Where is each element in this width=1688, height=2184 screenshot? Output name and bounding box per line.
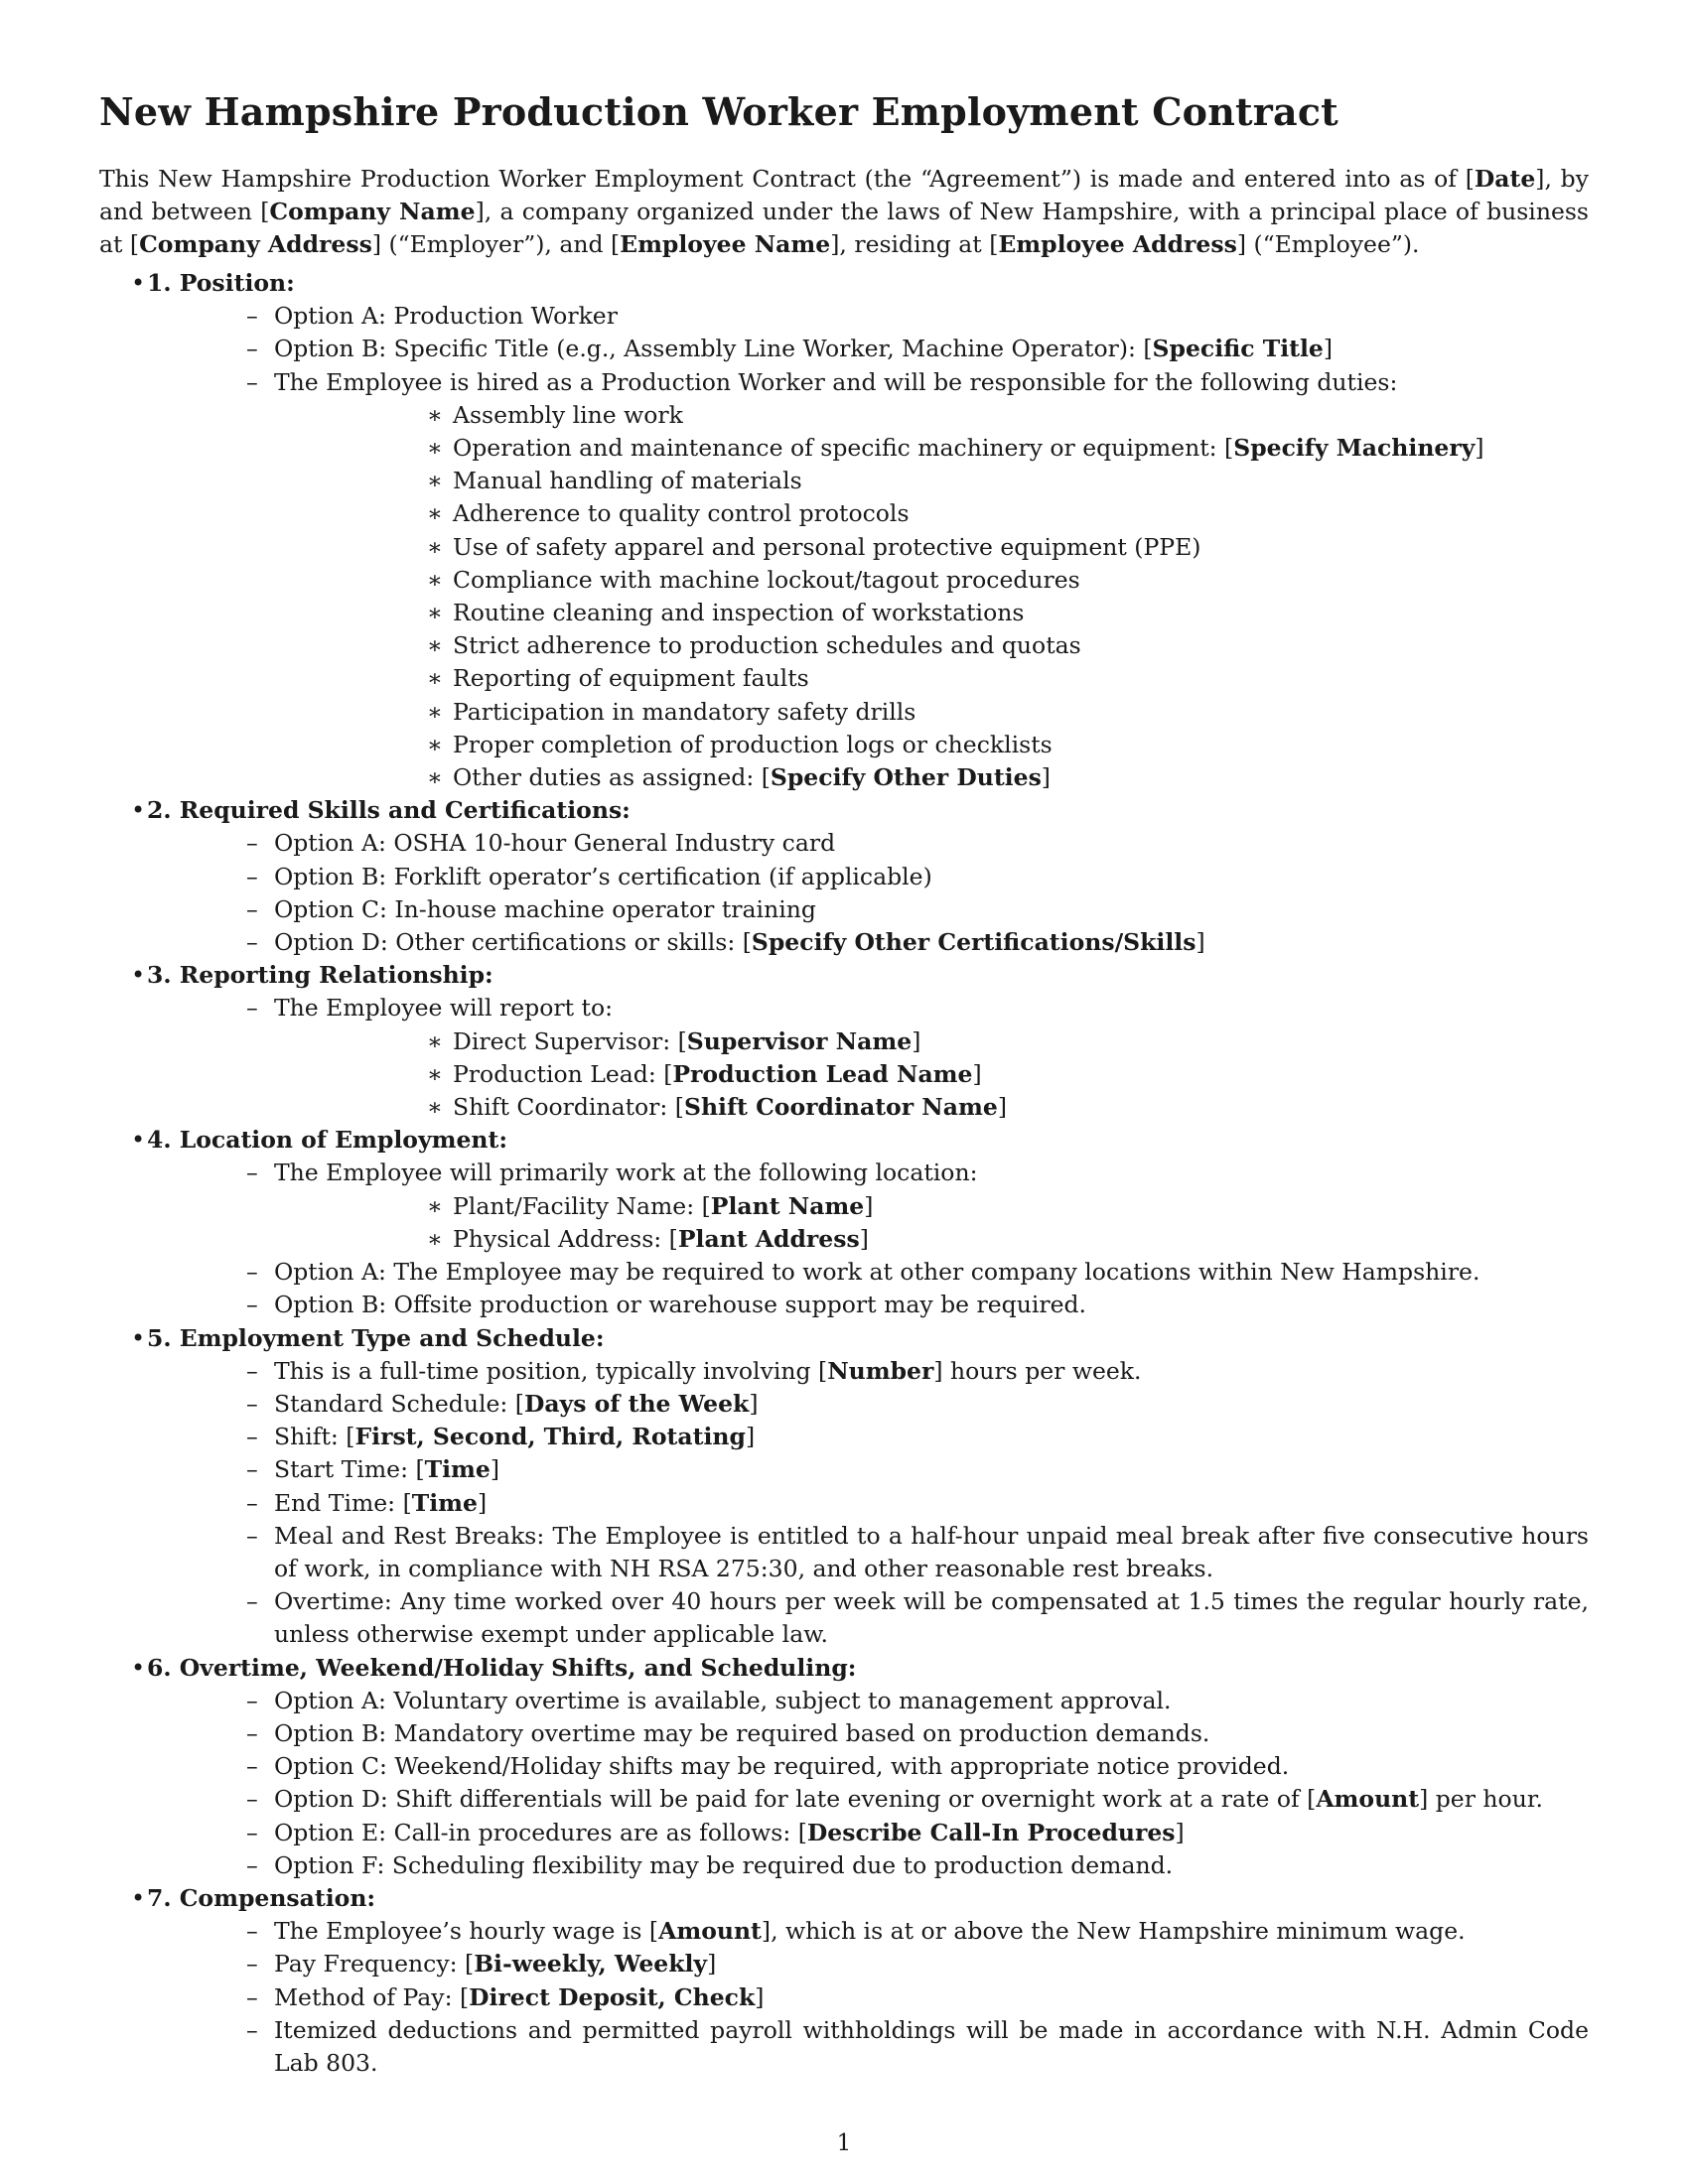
- section-overtime: [99, 1652, 1589, 1882]
- start-time-field: Time: [424, 1455, 491, 1484]
- employee-name-field: Employee Name: [620, 230, 831, 258]
- list-item: – Option D: Other certifications or skills: [Specify Other Certifications/Skills]: [147, 926, 1589, 959]
- call-in-procedures-field: Describe Call-In Procedures: [806, 1818, 1176, 1846]
- intro-paragraph: This New Hampshire Production Worker Employment Contract (the “Agreement”) is made and entered into as of [Date], by and between [Company Name], a company organized under the laws of New Hampshire, with a principal place of business at [Company Address] (“Employer”), and [Employee Name], residing at [Employee Address] (“Employee”).: [99, 165, 1589, 258]
- duties-list: [274, 399, 1589, 794]
- pay-frequency-field: Bi-weekly, Weekly: [474, 1950, 708, 1979]
- list-item: – The Employee’s hourly wage is [Amount], which is at or above the New Hampshire minimum wage.: [147, 1915, 1589, 1948]
- duty-item: ∗ Participation in mandatory safety drills: [274, 696, 1589, 729]
- section-heading: 5. Employment Type and Schedule:: [147, 1323, 605, 1352]
- section-heading: 7. Compensation:: [147, 1883, 376, 1912]
- list-item: – Pay Frequency: [Bi-weekly, Weekly]: [147, 1948, 1589, 1980]
- end-time-field: Time: [411, 1488, 478, 1517]
- list-item: – The Employee is hired as a Production Worker and will be responsible for the following duties: ∗ Assembly line work ∗ Operation and maintenance of specific machinery or equipment: [Specify Machinery] ∗ Manual handling of materials ∗ Adherence to quality control protocols ∗ Use of safety apparel and personal protective equipment (PPE) ∗ Compliance with machine lockout/tagout procedures ∗ Routine cleaning and inspection of workstations ∗ Strict adherence to production schedules and quotas ∗ Reporting of equipment faults ∗ Participation in mandatory safety drills ∗ Proper completion of production logs or checklists ∗ Other duties as assigned: [Specify Other Duties]: [147, 366, 1589, 795]
- list-item: – Option A: The Employee may be required to work at other company locations within New Hampshire.: [147, 1256, 1589, 1289]
- list-item: ∗ Shift Coordinator: [Shift Coordinator Name]: [274, 1091, 1589, 1124]
- section-heading: 1. Position:: [147, 269, 295, 297]
- days-of-week-field: Days of the Week: [523, 1389, 750, 1418]
- section-skills: [99, 794, 1589, 959]
- duty-item: ∗ Manual handling of materials: [274, 465, 1589, 497]
- list-item: – Option E: Call-in procedures are as follows: [Describe Call-In Procedures]: [147, 1817, 1589, 1849]
- duty-item: ∗ Use of safety apparel and personal protective equipment (PPE): [274, 531, 1589, 564]
- document-title: New Hampshire Production Worker Employment Contract: [99, 89, 1338, 134]
- document-page: [99, 87, 1589, 2080]
- list-item: – Start Time: [Time]: [147, 1453, 1589, 1486]
- section-position: [99, 267, 1589, 794]
- list-item: – Option B: Specific Title (e.g., Assembly Line Worker, Machine Operator): [Specific Title]: [147, 333, 1589, 365]
- specific-title-field: Specific Title: [1152, 335, 1324, 363]
- list-item: ∗ Plant/Facility Name: [Plant Name]: [274, 1190, 1589, 1223]
- company-name-field: Company Name: [269, 198, 476, 225]
- duty-item: ∗ Operation and maintenance of specific machinery or equipment: [Specify Machinery]: [274, 432, 1589, 465]
- duty-item: ∗ Assembly line work: [274, 399, 1589, 432]
- list-item: – Option F: Scheduling flexibility may be required due to production demand.: [147, 1849, 1589, 1882]
- supervisor-name-field: Supervisor Name: [686, 1026, 913, 1055]
- production-lead-field: Production Lead Name: [672, 1059, 973, 1088]
- list-item: ∗ Direct Supervisor: [Supervisor Name]: [274, 1025, 1589, 1058]
- list-item: – Option B: Forklift operator’s certification (if applicable): [147, 861, 1589, 893]
- section-heading: 3. Reporting Relationship:: [147, 961, 493, 990]
- list-item: – Meal and Rest Breaks: The Employee is entitled to a half-hour unpaid meal break after five consecutive hours of work, in compliance with NH RSA 275:30, and other reasonable rest breaks.: [147, 1520, 1589, 1585]
- section-location: [99, 1124, 1589, 1321]
- list-item: – Option B: Offsite production or warehouse support may be required.: [147, 1289, 1589, 1321]
- section-heading: 6. Overtime, Weekend/Holiday Shifts, and Scheduling:: [147, 1653, 857, 1682]
- list-item: – Option A: Production Worker: [147, 300, 1589, 333]
- list-item: – Overtime: Any time worked over 40 hours per week will be compensated at 1.5 times the regular hourly rate, unless otherwise exempt under applicable law.: [147, 1585, 1589, 1651]
- duty-item: ∗ Compliance with machine lockout/tagout procedures: [274, 564, 1589, 597]
- list-item: – Option C: In-house machine operator training: [147, 893, 1589, 926]
- list-item: – This is a full-time position, typically involving [Number] hours per week.: [147, 1355, 1589, 1388]
- list-item: – Standard Schedule: [Days of the Week]: [147, 1388, 1589, 1421]
- shift-coordinator-field: Shift Coordinator Name: [683, 1093, 998, 1122]
- duty-item: ∗ Proper completion of production logs or checklists: [274, 729, 1589, 761]
- hours-number-field: Number: [827, 1356, 934, 1385]
- date-field: Date: [1474, 165, 1536, 193]
- section-reporting: [99, 959, 1589, 1124]
- list-item: – Shift: [First, Second, Third, Rotating]: [147, 1421, 1589, 1453]
- duty-item: ∗ Other duties as assigned: [Specify Other Duties]: [274, 761, 1589, 794]
- pay-method-field: Direct Deposit, Check: [469, 1982, 756, 2011]
- section-heading: 2. Required Skills and Certifications:: [147, 796, 631, 825]
- list-item: – Option B: Mandatory overtime may be required based on production demands.: [147, 1717, 1589, 1750]
- duty-item: ∗ Reporting of equipment faults: [274, 662, 1589, 695]
- section-heading: 4. Location of Employment:: [147, 1126, 508, 1155]
- duty-item: ∗ Routine cleaning and inspection of workstations: [274, 597, 1589, 629]
- other-certifications-field: Specify Other Certifications/Skills: [751, 928, 1196, 957]
- page-number: 1: [836, 2130, 852, 2156]
- plant-address-field: Plant Address: [677, 1224, 860, 1253]
- list-item: – Option A: OSHA 10-hour General Industry card: [147, 827, 1589, 860]
- plant-name-field: Plant Name: [710, 1191, 865, 1220]
- other-duties-field: Specify Other Duties: [770, 763, 1042, 792]
- specify-machinery-field: Specify Machinery: [1233, 434, 1476, 463]
- list-item: – The Employee will primarily work at the following location: ∗ Plant/Facility Name: [Plant Name] ∗ Physical Address: [Plant Address]: [147, 1157, 1589, 1256]
- list-item: – Itemized deductions and permitted payroll withholdings will be made in accordance with N.H. Admin Code Lab 803.: [147, 2014, 1589, 2080]
- hourly-wage-field: Amount: [658, 1917, 762, 1946]
- list-item: – Option D: Shift differentials will be paid for late evening or overnight work at a rate of [Amount] per hour.: [147, 1783, 1589, 1816]
- list-item: ∗ Physical Address: [Plant Address]: [274, 1223, 1589, 1256]
- differential-amount-field: Amount: [1316, 1785, 1420, 1814]
- section-compensation: [99, 1882, 1589, 2080]
- list-item: – Option C: Weekend/Holiday shifts may be required, with appropriate notice provided.: [147, 1750, 1589, 1783]
- duty-item: ∗ Adherence to quality control protocols: [274, 497, 1589, 530]
- list-item: – Option A: Voluntary overtime is available, subject to management approval.: [147, 1685, 1589, 1717]
- shift-field: First, Second, Third, Rotating: [354, 1423, 746, 1451]
- company-address-field: Company Address: [139, 230, 372, 258]
- list-item: ∗ Production Lead: [Production Lead Name]: [274, 1058, 1589, 1091]
- section-schedule: [99, 1322, 1589, 1652]
- list-item: – End Time: [Time]: [147, 1487, 1589, 1520]
- list-item: – The Employee will report to: ∗ Direct Supervisor: [Supervisor Name] ∗ Production Lead: [Production Lead Name] ∗ Shift Coordinator: [Shift Coordinator Name]: [147, 992, 1589, 1124]
- duty-item: ∗ Strict adherence to production schedules and quotas: [274, 629, 1589, 662]
- employee-address-field: Employee Address: [998, 230, 1237, 258]
- list-item: – Method of Pay: [Direct Deposit, Check]: [147, 1981, 1589, 2014]
- sections-list: [99, 267, 1589, 2080]
